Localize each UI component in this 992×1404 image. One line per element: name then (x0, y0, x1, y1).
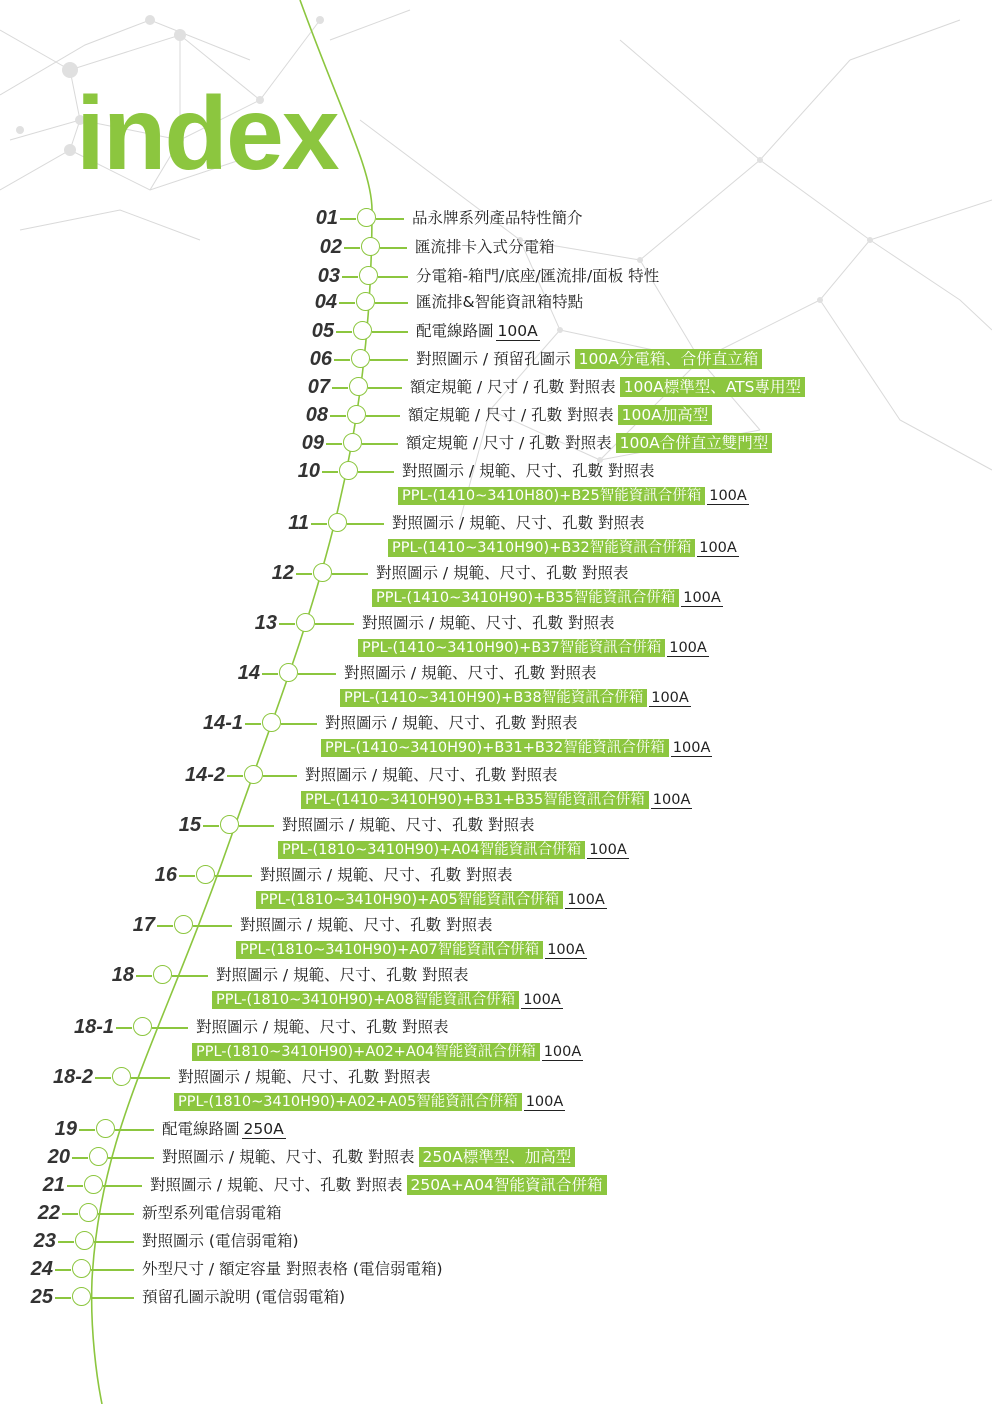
entry-title-line (344, 661, 597, 685)
entry-connector (227, 775, 243, 777)
timeline-node-icon (339, 461, 358, 480)
entry-title-line (162, 1145, 575, 1169)
entry-title: 對照圖示 / 規範、尺寸、孔數 對照表 (282, 816, 535, 834)
entry-model-line (278, 839, 629, 861)
entry-number: 15 (178, 814, 201, 836)
entry-title: 對照圖示 / 規範、尺寸、孔數 對照表 (150, 1176, 403, 1194)
entry-connector (157, 925, 173, 927)
index-entry[interactable] (0, 1201, 992, 1225)
model-highlight-badge: PPL-(1410~3410H90)+B38智能資訊合併箱 (340, 689, 647, 707)
index-entry[interactable] (0, 863, 992, 908)
entry-leader-line (376, 218, 405, 220)
entry-leader-line (152, 1027, 189, 1029)
entry-model-line (174, 1091, 565, 1113)
entry-connector (55, 1269, 71, 1271)
entry-title: 對照圖示 / 規範、尺寸、孔數 對照表 (162, 1148, 415, 1166)
timeline-node-icon (349, 377, 368, 396)
entry-connector (311, 523, 327, 525)
index-entry[interactable] (0, 264, 992, 288)
index-entry[interactable] (0, 290, 992, 314)
entry-number: 05 (311, 320, 334, 342)
entry-leader-line (380, 247, 408, 249)
entry-leader-line (215, 875, 253, 877)
entry-connector (116, 1027, 132, 1029)
timeline-node-icon (96, 1119, 115, 1138)
page-title: index (76, 76, 338, 192)
entry-connector (79, 1129, 95, 1131)
entry-leader-line (281, 723, 318, 725)
entry-title: 對照圖示 / 規範、尺寸、孔數 對照表 (260, 866, 513, 884)
entry-title: 匯流排卡入式分電箱 (415, 238, 555, 256)
entry-title: 外型尺寸 / 額定容量 對照表格 (電信弱電箱) (142, 1260, 443, 1278)
entry-title-line (408, 403, 712, 427)
index-entry[interactable] (0, 511, 992, 556)
entry-title: 分電箱-箱門/底座/匯流排/面板 特性 (416, 267, 660, 285)
timeline-node-icon (279, 663, 298, 682)
index-entry[interactable] (0, 611, 992, 656)
entry-title: 對照圖示 / 規範、尺寸、孔數 對照表 (376, 564, 629, 582)
index-entry[interactable] (0, 561, 992, 606)
entry-number: 18-1 (73, 1016, 114, 1038)
entry-leader-line (108, 1157, 155, 1159)
timeline-node-icon (72, 1259, 91, 1278)
timeline-node-icon (296, 613, 315, 632)
entry-leader-line (239, 825, 275, 827)
timeline-node-icon (84, 1175, 103, 1194)
entry-model-line (236, 939, 587, 961)
entry-model-line (358, 637, 709, 659)
entry-model-line (372, 587, 723, 609)
entry-title: 配電線路圖 (162, 1120, 240, 1138)
timeline-node-icon (343, 433, 362, 452)
model-highlight-badge: PPL-(1810~3410H90)+A07智能資訊合併箱 (236, 941, 543, 959)
entry-number: 12 (271, 562, 294, 584)
entry-title: 對照圖示 / 規範、尺寸、孔數 對照表 (196, 1018, 449, 1036)
entry-connector (179, 875, 195, 877)
entry-leader-line (103, 1185, 143, 1187)
entry-leader-line (94, 1241, 135, 1243)
capacity-label: 100A (567, 892, 605, 908)
entry-leader-line (115, 1129, 155, 1131)
entry-leader-line (98, 1213, 135, 1215)
entry-title-line (416, 319, 540, 343)
entry-model-line (321, 737, 712, 759)
entry-title-line (162, 1117, 286, 1141)
index-entry[interactable] (0, 1117, 992, 1141)
model-highlight-badge: PPL-(1410~3410H80)+B25智能資訊合併箱 (398, 487, 705, 505)
entry-title-line (282, 813, 535, 837)
entry-number: 21 (42, 1174, 65, 1196)
entry-connector (279, 623, 295, 625)
entry-title: 對照圖示 / 規範、尺寸、孔數 對照表 (240, 916, 493, 934)
entry-model-line (301, 789, 692, 811)
entry-title-line (142, 1285, 345, 1309)
entry-leader-line (91, 1269, 135, 1271)
entry-title: 對照圖示 / 規範、尺寸、孔數 對照表 (344, 664, 597, 682)
model-highlight-badge: PPL-(1410~3410H90)+B32智能資訊合併箱 (388, 539, 695, 557)
model-highlight-badge: 250A標準型、加高型 (419, 1147, 576, 1167)
capacity-label: 100A (525, 1094, 564, 1110)
entry-connector (296, 573, 312, 575)
model-highlight-badge: PPL-(1810~3410H90)+A04智能資訊合併箱 (278, 841, 585, 859)
entry-title: 品永牌系列產品特性簡介 (412, 209, 583, 227)
index-entry[interactable] (0, 347, 992, 371)
timeline-node-icon (79, 1203, 98, 1222)
model-highlight-badge: PPL-(1810~3410H90)+A02+A05智能資訊合併箱 (174, 1093, 522, 1111)
entry-title-line (196, 1015, 449, 1039)
entry-title: 對照圖示 / 規範、尺寸、孔數 對照表 (362, 614, 615, 632)
entry-connector (136, 975, 152, 977)
entry-connector (339, 302, 355, 304)
timeline-node-icon (112, 1067, 131, 1086)
entry-connector (67, 1185, 83, 1187)
entry-title: 額定規範 / 尺寸 / 孔數 對照表 (408, 406, 614, 424)
entry-title: 匯流排&智能資訊箱特點 (416, 293, 584, 311)
entry-number: 06 (309, 348, 332, 370)
entry-number: 16 (154, 864, 177, 886)
entry-leader-line (358, 471, 395, 473)
entry-title-line (406, 431, 772, 455)
index-entry[interactable] (0, 1173, 992, 1197)
entry-number: 17 (132, 914, 155, 936)
entry-title: 對照圖示 / 規範、尺寸、孔數 對照表 (216, 966, 469, 984)
timeline-node-icon (174, 915, 193, 934)
model-highlight-badge: PPL-(1810~3410H90)+A02+A04智能資訊合併箱 (192, 1043, 540, 1061)
entry-connector (332, 387, 348, 389)
model-highlight-badge: PPL-(1410~3410H90)+B31+B35智能資訊合併箱 (301, 791, 649, 809)
capacity-label: 100A (699, 540, 737, 556)
entry-leader-line (332, 573, 369, 575)
entry-number: 11 (288, 512, 309, 534)
entry-title-line (416, 347, 762, 371)
entry-connector (326, 443, 342, 445)
timeline-node-icon (359, 266, 378, 285)
timeline-node-icon (328, 513, 347, 532)
entry-title-line (412, 206, 583, 230)
entry-number: 03 (317, 265, 340, 287)
capacity-label: 100A (543, 1044, 582, 1060)
entry-connector (344, 247, 360, 249)
timeline-node-icon (356, 292, 375, 311)
entry-leader-line (131, 1077, 171, 1079)
capacity-label: 100A (683, 590, 721, 606)
entry-connector (336, 331, 352, 333)
model-highlight-badge: 100A標準型、ATS專用型 (620, 377, 805, 397)
entry-number: 23 (33, 1230, 56, 1252)
entry-title-line (178, 1065, 431, 1089)
timeline-node-icon (347, 405, 366, 424)
index-entry[interactable] (0, 459, 992, 504)
entry-leader-line (91, 1297, 135, 1299)
entry-leader-line (378, 276, 409, 278)
entry-number: 13 (254, 612, 277, 634)
entry-leader-line (315, 623, 355, 625)
entry-number: 24 (30, 1258, 53, 1280)
entry-title: 對照圖示 (電信弱電箱) (142, 1232, 299, 1250)
entry-number: 20 (47, 1146, 70, 1168)
entry-number: 14-1 (202, 712, 243, 734)
entry-connector (342, 276, 358, 278)
index-entry[interactable] (0, 913, 992, 958)
entry-model-line (340, 687, 691, 709)
entry-title-line (410, 375, 805, 399)
entry-title: 額定規範 / 尺寸 / 孔數 對照表 (410, 378, 616, 396)
entry-model-line (192, 1041, 583, 1063)
index-entry[interactable] (0, 235, 992, 259)
capacity-label: 100A (672, 740, 711, 756)
model-highlight-badge: 100A合併直立雙門型 (616, 433, 773, 453)
timeline-node-icon (89, 1147, 108, 1166)
model-highlight-badge: PPL-(1810~3410H90)+A05智能資訊合併箱 (256, 891, 563, 909)
entry-title-line (142, 1229, 299, 1253)
index-entry[interactable] (0, 711, 992, 756)
entry-connector (330, 415, 346, 417)
index-entry[interactable] (0, 1285, 992, 1309)
index-entry[interactable] (0, 431, 992, 455)
model-highlight-badge: 250A+A04智能資訊合併箱 (407, 1175, 607, 1195)
entry-leader-line (298, 673, 337, 675)
entry-leader-line (375, 302, 409, 304)
index-entry[interactable] (0, 963, 992, 1008)
timeline-node-icon (220, 815, 239, 834)
entry-number: 19 (54, 1118, 77, 1140)
entry-number: 10 (297, 460, 320, 482)
index-entry[interactable] (0, 813, 992, 858)
index-entry[interactable] (0, 1257, 992, 1281)
entry-leader-line (366, 415, 401, 417)
capacity-label: 100A (589, 842, 627, 858)
entry-title-line (376, 561, 629, 585)
index-entry[interactable] (0, 206, 992, 230)
entry-connector (262, 673, 278, 675)
entry-number: 25 (30, 1286, 53, 1308)
index-entry[interactable] (0, 763, 992, 808)
entry-title-line (416, 290, 583, 314)
entry-connector (72, 1157, 88, 1159)
index-entry[interactable] (0, 1065, 992, 1110)
entry-title-line (392, 511, 645, 535)
timeline-node-icon (361, 237, 380, 256)
entry-connector (322, 471, 338, 473)
index-entry[interactable] (0, 319, 992, 343)
entry-number: 18 (111, 964, 134, 986)
entry-title-line (402, 459, 655, 483)
index-entry[interactable] (0, 375, 992, 399)
index-entry[interactable] (0, 661, 992, 706)
entry-title: 對照圖示 / 規範、尺寸、孔數 對照表 (402, 462, 655, 480)
timeline-node-icon (196, 865, 215, 884)
entry-number: 01 (315, 207, 338, 229)
entry-title: 對照圖示 / 規範、尺寸、孔數 對照表 (392, 514, 645, 532)
model-highlight-badge: PPL-(1410~3410H90)+B35智能資訊合併箱 (372, 589, 679, 607)
capacity-label: 100A (523, 992, 561, 1008)
entry-leader-line (370, 359, 409, 361)
entry-number: 04 (314, 291, 337, 313)
timeline-node-icon (72, 1287, 91, 1306)
entry-title-line (415, 235, 555, 259)
index-entry[interactable] (0, 403, 992, 427)
entry-title-line (305, 763, 558, 787)
timeline-node-icon (262, 713, 281, 732)
entry-connector (340, 218, 356, 220)
timeline-node-icon (313, 563, 332, 582)
entry-leader-line (372, 331, 409, 333)
entry-title-line (142, 1257, 443, 1281)
entry-number: 22 (37, 1202, 60, 1224)
entry-leader-line (263, 775, 298, 777)
entry-number: 02 (319, 236, 342, 258)
entry-leader-line (347, 523, 385, 525)
entry-title-line (150, 1173, 607, 1197)
model-highlight-badge: PPL-(1410~3410H90)+B37智能資訊合併箱 (358, 639, 665, 657)
timeline-node-icon (75, 1231, 94, 1250)
entry-connector (62, 1213, 78, 1215)
model-highlight-badge: PPL-(1410~3410H90)+B31+B32智能資訊合併箱 (321, 739, 669, 757)
capacity-label: 250A (243, 1120, 284, 1138)
index-entry[interactable] (0, 1015, 992, 1060)
entry-connector (95, 1077, 111, 1079)
timeline-node-icon (353, 321, 372, 340)
entry-connector (203, 825, 219, 827)
entry-title-line (260, 863, 513, 887)
entry-connector (245, 723, 261, 725)
entry-model-line (256, 889, 607, 911)
entry-model-line (212, 989, 563, 1011)
capacity-label: 100A (652, 792, 691, 808)
entry-title-line (416, 264, 659, 288)
model-highlight-badge: 100A加高型 (618, 405, 713, 425)
capacity-label: 100A (547, 942, 585, 958)
entry-leader-line (172, 975, 209, 977)
entry-title-line (216, 963, 469, 987)
capacity-label: 100A (669, 640, 707, 656)
capacity-label: 100A (709, 488, 747, 504)
entry-leader-line (362, 443, 399, 445)
entry-number: 07 (307, 376, 330, 398)
model-highlight-badge: PPL-(1810~3410H90)+A08智能資訊合併箱 (212, 991, 519, 1009)
timeline-node-icon (153, 965, 172, 984)
timeline-node-icon (351, 349, 370, 368)
entry-leader-line (193, 925, 233, 927)
capacity-label: 100A (497, 322, 538, 340)
entry-title: 配電線路圖 (416, 322, 494, 340)
entry-leader-line (368, 387, 403, 389)
timeline-node-icon (133, 1017, 152, 1036)
entry-title-line (142, 1201, 282, 1225)
entry-model-line (398, 485, 749, 507)
entry-title: 額定規範 / 尺寸 / 孔數 對照表 (406, 434, 612, 452)
entry-connector (55, 1297, 71, 1299)
entry-title: 對照圖示 / 規範、尺寸、孔數 對照表 (325, 714, 578, 732)
entry-title: 對照圖示 / 規範、尺寸、孔數 對照表 (305, 766, 558, 784)
entry-number: 08 (305, 404, 328, 426)
index-entry[interactable] (0, 1229, 992, 1253)
entry-number: 09 (301, 432, 324, 454)
timeline-node-icon (244, 765, 263, 784)
entry-number: 18-2 (52, 1066, 93, 1088)
entry-title-line (362, 611, 615, 635)
entry-title: 對照圖示 / 預留孔圖示 (416, 350, 571, 368)
entry-connector (334, 359, 350, 361)
entry-title-line (240, 913, 493, 937)
index-entry[interactable] (0, 1145, 992, 1169)
capacity-label: 100A (651, 690, 689, 706)
entry-connector (58, 1241, 74, 1243)
model-highlight-badge: 100A分電箱、合併直立箱 (575, 349, 763, 369)
entry-title: 對照圖示 / 規範、尺寸、孔數 對照表 (178, 1068, 431, 1086)
entry-model-line (388, 537, 739, 559)
entry-title-line (325, 711, 578, 735)
entry-title: 預留孔圖示說明 (電信弱電箱) (142, 1288, 346, 1306)
timeline-node-icon (357, 208, 376, 227)
entry-number: 14 (237, 662, 260, 684)
entry-title: 新型系列電信弱電箱 (142, 1204, 282, 1222)
entry-number: 14-2 (184, 764, 225, 786)
